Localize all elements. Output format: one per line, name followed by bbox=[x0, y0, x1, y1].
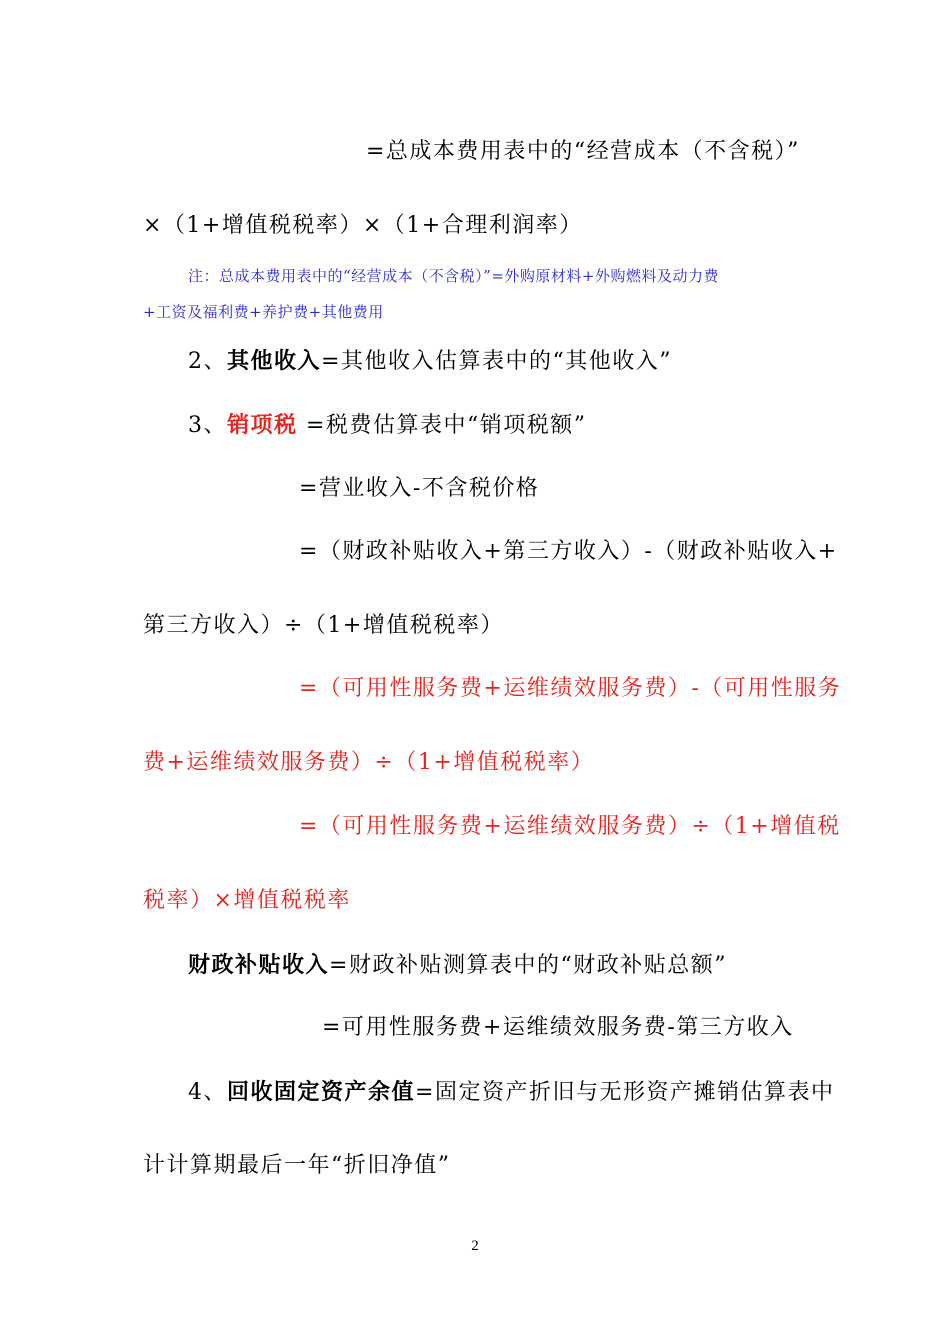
item-term: 其他收入 bbox=[227, 348, 322, 374]
item-number: 4、 bbox=[188, 1080, 227, 1105]
formula-line: =总成本费用表中的“经营成本（不含税）” bbox=[366, 139, 800, 164]
item-term: 回收固定资产余值 bbox=[227, 1079, 416, 1105]
formula-line: 计计算期最后一年“折旧净值” bbox=[143, 1153, 451, 1178]
formula-line-highlight: =（可用性服务费+运维绩效服务费）÷（1+增值税 bbox=[299, 814, 841, 839]
page-number: 2 bbox=[471, 1238, 479, 1254]
item-term: 财政补贴收入 bbox=[188, 952, 330, 978]
formula-line-highlight: =（可用性服务费+运维绩效服务费）-（可用性服务 bbox=[299, 676, 842, 701]
item-number: 3、 bbox=[188, 413, 227, 438]
item-number: 2、 bbox=[188, 349, 227, 374]
note-line: +工资及福利费+养护费+其他费用 bbox=[143, 303, 384, 321]
item-subsidy-income bbox=[188, 950, 727, 981]
formula-line: 第三方收入）÷（1+增值税税率） bbox=[143, 613, 504, 638]
formula-line: ×（1+增值税税率）×（1+合理利润率） bbox=[143, 213, 583, 238]
item-other-income bbox=[188, 346, 672, 377]
item-definition: =税费估算表中“销项税额” bbox=[297, 413, 587, 438]
item-definition: =固定资产折旧与无形资产摊销估算表中 bbox=[415, 1080, 835, 1105]
item-definition: =其他收入估算表中的“其他收入” bbox=[321, 349, 672, 374]
item-output-tax bbox=[188, 410, 586, 441]
formula-line: =营业收入-不含税价格 bbox=[299, 476, 540, 501]
note-line: 注：总成本费用表中的“经营成本（不含税）”=外购原材料+外购燃料及动力费 bbox=[188, 267, 719, 285]
formula-line-highlight: 费+运维绩效服务费）÷（1+增值税税率） bbox=[143, 750, 595, 775]
item-residual-value bbox=[188, 1077, 834, 1108]
formula-line: =（财政补贴收入+第三方收入）-（财政补贴收入+ bbox=[299, 539, 838, 564]
item-term: 销项税 bbox=[227, 412, 298, 438]
formula-line-highlight: 税率）×增值税税率 bbox=[143, 888, 351, 913]
formula-line: =可用性服务费+运维绩效服务费-第三方收入 bbox=[322, 1015, 794, 1040]
item-definition: =财政补贴测算表中的“财政补贴总额” bbox=[329, 953, 727, 978]
